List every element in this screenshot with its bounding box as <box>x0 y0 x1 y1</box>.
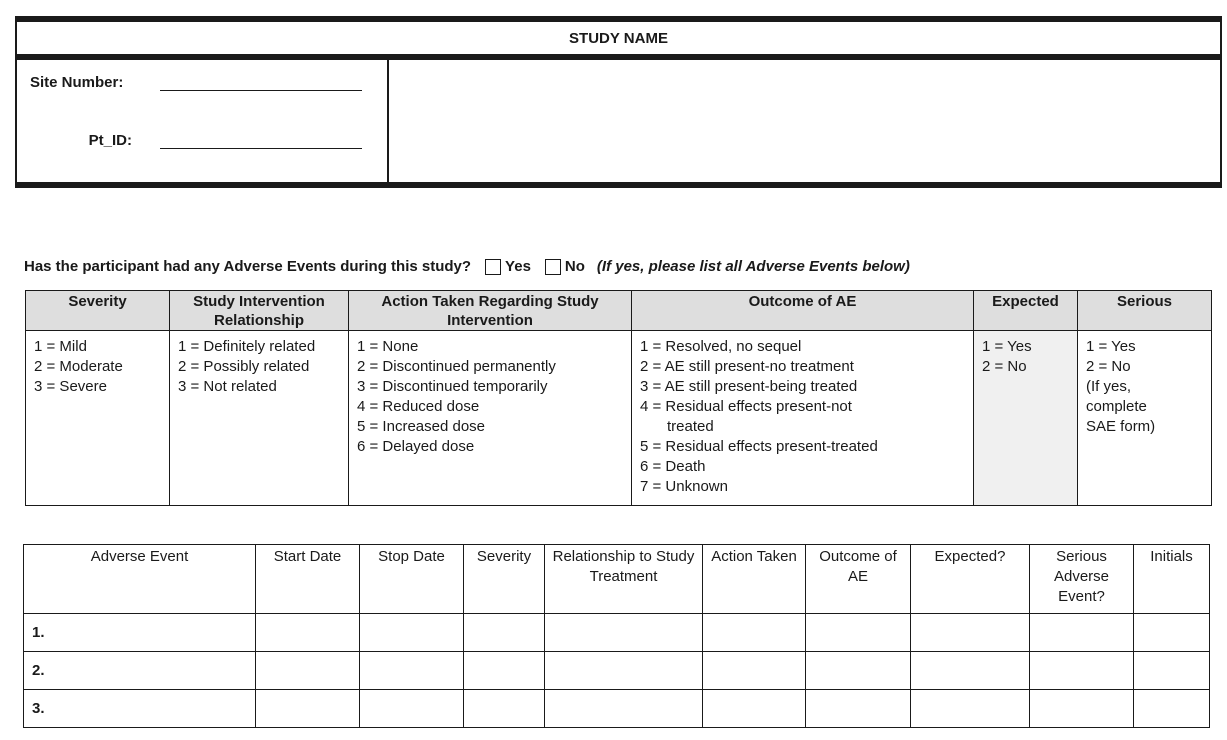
legend-code: 3 = Severe <box>34 378 107 395</box>
col-header-adverse-event: Adverse Event <box>24 545 256 614</box>
entry-cell[interactable] <box>703 690 806 728</box>
site-info-cell <box>17 60 389 182</box>
entry-cell[interactable] <box>806 690 911 728</box>
legend-header-expected: Expected <box>974 291 1078 331</box>
entry-cell[interactable] <box>464 652 545 690</box>
entry-cell[interactable] <box>911 614 1030 652</box>
entry-cell[interactable] <box>545 652 703 690</box>
pt-id-input[interactable] <box>160 130 362 149</box>
entry-cell[interactable] <box>806 652 911 690</box>
entry-cell[interactable] <box>360 690 464 728</box>
question-note: (If yes, please list all Adverse Events below) <box>596 258 910 275</box>
table-row <box>24 614 1210 652</box>
entry-cell[interactable] <box>911 690 1030 728</box>
legend-code: 4 = Residual effects present-not <box>640 398 852 415</box>
legend-header-severity: Severity <box>26 291 170 331</box>
legend-header-relationship: Study Intervention Relationship <box>170 291 349 331</box>
legend-code: 4 = Reduced dose <box>357 398 480 415</box>
entry-cell[interactable] <box>806 614 911 652</box>
row-number[interactable]: 1. <box>24 614 256 652</box>
entry-cell[interactable] <box>703 652 806 690</box>
entry-cell[interactable] <box>256 614 360 652</box>
entry-cell[interactable] <box>256 652 360 690</box>
yes-checkbox[interactable] <box>485 259 501 275</box>
adverse-event-entry-table <box>23 544 1210 728</box>
legend-serious-codes <box>1078 331 1212 506</box>
no-label: No <box>564 258 585 275</box>
legend-code: 1 = Yes <box>1086 338 1136 355</box>
legend-code: complete <box>1086 398 1147 415</box>
col-header-serious: Serious Adverse Event? <box>1030 545 1134 614</box>
legend-code: 1 = Mild <box>34 338 87 355</box>
entry-cell[interactable] <box>1030 652 1134 690</box>
entry-cell[interactable] <box>464 614 545 652</box>
legend-code: 2 = Discontinued permanently <box>357 358 556 375</box>
entry-cell[interactable] <box>1134 690 1210 728</box>
entry-cell[interactable] <box>1030 690 1134 728</box>
legend-code: 2 = Moderate <box>34 358 123 375</box>
header-blank-cell <box>389 60 1220 182</box>
table-row <box>24 652 1210 690</box>
legend-header-outcome: Outcome of AE <box>632 291 974 331</box>
entry-cell[interactable] <box>545 690 703 728</box>
legend-code: 3 = AE still present-being treated <box>640 378 858 395</box>
row-number[interactable]: 3. <box>24 690 256 728</box>
entry-cell[interactable] <box>360 652 464 690</box>
col-header-initials: Initials <box>1134 545 1210 614</box>
legend-code: 1 = Definitely related <box>178 338 316 355</box>
legend-action-codes <box>349 331 632 506</box>
entry-cell[interactable] <box>1030 614 1134 652</box>
yes-label: Yes <box>505 258 531 275</box>
legend-severity-codes <box>26 331 170 506</box>
legend-header-action: Action Taken Regarding Study Intervention <box>349 291 632 331</box>
table-row <box>24 690 1210 728</box>
legend-code: 2 = No <box>982 358 1027 375</box>
col-header-stop-date: Stop Date <box>360 545 464 614</box>
site-number-field <box>17 72 362 91</box>
legend-code: (If yes, <box>1086 378 1132 395</box>
col-header-action-taken: Action Taken <box>703 545 806 614</box>
legend-code-continuation: treated <box>667 418 714 435</box>
legend-code: 6 = Death <box>640 458 706 475</box>
row-number[interactable]: 2. <box>24 652 256 690</box>
study-name-title: STUDY NAME <box>17 22 1220 60</box>
entry-cell[interactable] <box>545 614 703 652</box>
site-number-label: Site Number: <box>30 74 124 91</box>
legend-code: 6 = Delayed dose <box>357 438 475 455</box>
legend-code: 5 = Increased dose <box>357 418 486 435</box>
site-number-input[interactable] <box>160 72 362 91</box>
legend-code: 7 = Unknown <box>640 478 728 495</box>
entry-cell[interactable] <box>1134 652 1210 690</box>
pt-id-label: Pt_ID: <box>88 132 132 149</box>
question-text: Has the participant had any Adverse Events during this study? <box>24 258 472 275</box>
entry-cell[interactable] <box>911 652 1030 690</box>
legend-code: 3 = Not related <box>178 378 277 395</box>
entry-cell[interactable] <box>703 614 806 652</box>
col-header-severity: Severity <box>464 545 545 614</box>
entry-cell[interactable] <box>464 690 545 728</box>
col-header-outcome: Outcome of AE <box>806 545 911 614</box>
legend-code: 2 = AE still present-no treatment <box>640 358 854 375</box>
legend-code: 5 = Residual effects present-treated <box>640 438 878 455</box>
code-legend-table <box>25 290 1212 506</box>
legend-code: 1 = None <box>357 338 419 355</box>
study-header <box>15 16 1222 188</box>
legend-code: 2 = No <box>1086 358 1131 375</box>
no-checkbox[interactable] <box>545 259 561 275</box>
legend-expected-codes <box>974 331 1078 506</box>
col-header-relationship: Relationship to Study Treatment <box>545 545 703 614</box>
legend-code: 1 = Yes <box>982 338 1032 355</box>
legend-code: 3 = Discontinued temporarily <box>357 378 548 395</box>
legend-header-serious: Serious <box>1078 291 1212 331</box>
adverse-events-question <box>24 258 910 275</box>
pt-id-field <box>17 130 362 149</box>
legend-relationship-codes <box>170 331 349 506</box>
col-header-expected: Expected? <box>911 545 1030 614</box>
legend-code: SAE form) <box>1086 418 1156 435</box>
col-header-start-date: Start Date <box>256 545 360 614</box>
entry-cell[interactable] <box>1134 614 1210 652</box>
legend-code: 2 = Possibly related <box>178 358 310 375</box>
legend-outcome-codes <box>632 331 974 506</box>
entry-cell[interactable] <box>256 690 360 728</box>
entry-cell[interactable] <box>360 614 464 652</box>
legend-code: 1 = Resolved, no sequel <box>640 338 802 355</box>
